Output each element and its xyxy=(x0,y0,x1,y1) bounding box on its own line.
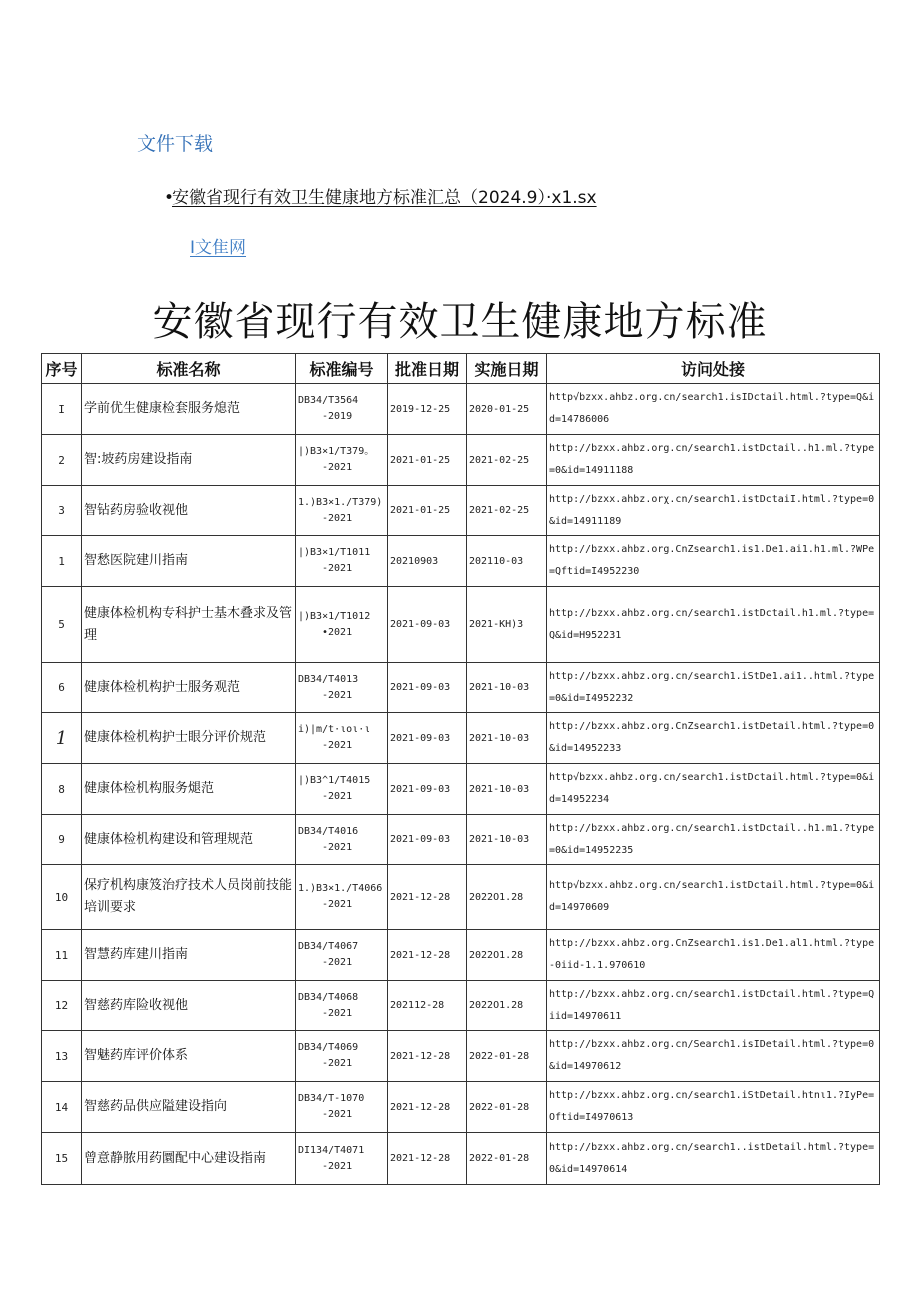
approve-date: 2021-12-28 xyxy=(388,865,467,930)
table-row xyxy=(42,764,880,815)
site-link[interactable]: I文隹网 xyxy=(190,238,247,258)
impl-date: 2021-10-03 xyxy=(467,713,547,764)
document-title: 安徽省现行有效卫生健康地方标准 xyxy=(152,299,768,345)
access-url[interactable]: http://bzxx.ahbz.orχ.cn/search1.istDctaiI.html.?type=0&id=14911189 xyxy=(547,486,880,536)
impl-date: 202110-03 xyxy=(467,536,547,587)
header-name: 标准名称 xyxy=(82,354,296,384)
code-year: •2021 xyxy=(322,626,353,638)
standard-code xyxy=(296,764,388,815)
row-number: 13 xyxy=(42,1031,82,1082)
row-number: 11 xyxy=(42,930,82,981)
standard-name: 健康体检机构建设和管理规范 xyxy=(82,815,296,865)
approve-date: 2019-12-25 xyxy=(388,384,467,435)
code-line: DI134/T4071 xyxy=(298,1144,365,1156)
standard-name: 智钻药房验收视他 xyxy=(82,486,296,536)
standard-code xyxy=(296,663,388,713)
code-year: -2021 xyxy=(322,899,353,910)
row-number: 10 xyxy=(42,865,82,930)
row-number: 9 xyxy=(42,815,82,865)
header-approve-date: 批准日期 xyxy=(388,354,467,384)
table-row xyxy=(42,663,880,713)
approve-date: 202112-28 xyxy=(388,981,467,1031)
access-url[interactable]: http√bzxx.ahbz.org.cn/search1.istDctail.html.?type=0&id=14952234 xyxy=(547,764,880,815)
code-year: -2021 xyxy=(322,1007,353,1019)
standard-code xyxy=(296,865,388,930)
standard-name: 智魅药库评价体系 xyxy=(82,1031,296,1082)
code-year: -2021 xyxy=(322,1058,353,1069)
approve-date: 20210903 xyxy=(388,536,467,587)
row-number: 14 xyxy=(42,1082,82,1133)
code-year: -2021 xyxy=(322,957,353,968)
standard-code xyxy=(296,981,388,1031)
row-number: 8 xyxy=(42,764,82,815)
approve-date: 2021-09-03 xyxy=(388,587,467,663)
code-line: 1.)B3×1./T379) xyxy=(298,496,383,508)
table-row xyxy=(42,536,880,587)
row-number: 15 xyxy=(42,1133,82,1185)
access-url[interactable]: http://bzxx.ahbz.org.cn/search1.istDctail..h1.m1.?type=0&id=14952235 xyxy=(547,815,880,865)
file-download-link[interactable] xyxy=(164,183,597,208)
standard-name: 健康体检机构专科护士基木叠求及管理 xyxy=(82,587,296,663)
access-url[interactable]: http√bzxx.ahbz.org.cn/search1.isIDctail.html.?type=Q&id=14786006 xyxy=(547,384,880,435)
bullet-icon: • xyxy=(164,188,175,208)
access-url[interactable]: http://bzxx.ahbz.org.cn/search1.iStDe1.ai1..html.?type=0&id=I4952232 xyxy=(547,663,880,713)
table-row xyxy=(42,587,880,663)
table-header-row xyxy=(42,354,880,384)
standard-name: 健康体检机构护士服务观范 xyxy=(82,663,296,713)
code-year: -2019 xyxy=(322,411,353,422)
code-line: |)B3×1/T1011 xyxy=(298,547,371,558)
code-year: -2021 xyxy=(322,1109,353,1120)
impl-date: 2022-01-28 xyxy=(467,1133,547,1185)
approve-date: 2021-12-28 xyxy=(388,930,467,981)
standard-name: 智慈药品供应隘建设指向 xyxy=(82,1082,296,1133)
approve-date: 2021-09-03 xyxy=(388,815,467,865)
approve-date: 2021-12-28 xyxy=(388,1133,467,1185)
code-line: DB34/T4067 xyxy=(298,941,359,952)
standard-name: 健康体检机构护士眼分评价规范 xyxy=(82,713,296,764)
standard-name: 学前优生健康检套服务熄范 xyxy=(82,384,296,435)
code-year: -2021 xyxy=(322,1160,353,1172)
header-no: 序号 xyxy=(42,354,82,384)
impl-date: 2021-02-25 xyxy=(467,435,547,486)
standard-name: 保疗机构康笈治疗技术人员岗前技能培训要求 xyxy=(82,865,296,930)
access-url[interactable]: http://bzxx.ahbz.org.cn/search1..istDetail.html.?type=0&id=14970614 xyxy=(547,1133,880,1185)
code-year: -2021 xyxy=(322,462,353,473)
impl-date: 2022O1.28 xyxy=(467,981,547,1031)
code-line: |)B3^1/T4015 xyxy=(298,775,371,786)
approve-date: 2021-09-03 xyxy=(388,663,467,713)
access-url[interactable]: http://bzxx.ahbz.org.cn/search1.iStDetail.htnι1.?IyPe=Oftid=I4970613 xyxy=(547,1082,880,1133)
code-line: DB34/T4013 xyxy=(298,673,359,685)
code-line: 1.)B3×1./T4066 xyxy=(298,883,383,894)
row-number: 6 xyxy=(42,663,82,713)
approve-date: 2021-12-28 xyxy=(388,1031,467,1082)
code-line: DB34/T3564 xyxy=(298,395,359,406)
access-url[interactable]: http://bzxx.ahbz.org.CnZsearch1.is1.De1.ai1.h1.ml.?WPe=Qftid=I4952230 xyxy=(547,536,880,587)
table-row xyxy=(42,384,880,435)
table-row xyxy=(42,930,880,981)
row-number: 5 xyxy=(42,587,82,663)
approve-date: 2021-09-03 xyxy=(388,713,467,764)
standard-code xyxy=(296,384,388,435)
table-row xyxy=(42,815,880,865)
code-line: DB34/T4068 xyxy=(298,991,359,1003)
impl-date: 2022-01-28 xyxy=(467,1031,547,1082)
row-number: 1 xyxy=(42,536,82,587)
standard-code xyxy=(296,1082,388,1133)
standard-name: 智愁医院建川指南 xyxy=(82,536,296,587)
approve-date: 2021-01-25 xyxy=(388,486,467,536)
impl-date: 2020-01-25 xyxy=(467,384,547,435)
access-url[interactable]: http√bzxx.ahbz.org.cn/search1.istDctail.html.?type=0&id=14970609 xyxy=(547,865,880,930)
code-year: -2021 xyxy=(322,740,353,751)
impl-date: 2021-KH)3 xyxy=(467,587,547,663)
standard-name: 智慈药库险收视他 xyxy=(82,981,296,1031)
impl-date: 2021-10-03 xyxy=(467,663,547,713)
standard-code xyxy=(296,536,388,587)
approve-date: 2021-09-03 xyxy=(388,764,467,815)
code-line: DB34/T4069 xyxy=(298,1042,359,1053)
table-row xyxy=(42,1082,880,1133)
standard-code xyxy=(296,587,388,663)
approve-date: 2021-12-28 xyxy=(388,1082,467,1133)
code-year: -2021 xyxy=(322,563,353,574)
table-row xyxy=(42,1031,880,1082)
table-row xyxy=(42,1133,880,1185)
row-number: 2 xyxy=(42,435,82,486)
impl-date: 2021-10-03 xyxy=(467,815,547,865)
header-code: 标准编号 xyxy=(296,354,388,384)
table-row xyxy=(42,865,880,930)
header-url: 访问处接 xyxy=(547,354,880,384)
access-url[interactable]: http://bzxx.ahbz.org.CnZsearch1.is1.De1.al1.html.?type-0iid-1.1.970610 xyxy=(547,930,880,981)
standard-code xyxy=(296,486,388,536)
code-year: -2021 xyxy=(322,841,353,853)
file-name[interactable]: 安徽省现行有效卫生健康地方标准汇总（2024.9）·x1.sx xyxy=(172,188,597,208)
code-line: DB34/T-1070 xyxy=(298,1093,365,1104)
impl-date: 2022-01-28 xyxy=(467,1082,547,1133)
code-line: |)B3×1/T1012 xyxy=(298,610,371,622)
table-row xyxy=(42,981,880,1031)
standard-name: 智慧药库建川指南 xyxy=(82,930,296,981)
code-line: i)|m/t·ιoι·ι xyxy=(298,724,371,735)
table-row xyxy=(42,435,880,486)
code-line: DB34/T4016 xyxy=(298,825,359,837)
header-impl-date: 实施日期 xyxy=(467,354,547,384)
approve-date: 2021-01-25 xyxy=(388,435,467,486)
standard-code xyxy=(296,930,388,981)
standard-code xyxy=(296,1031,388,1082)
access-url[interactable]: http://bzxx.ahbz.org.CnZsearch1.istDetail.html.?type=0&id=14952233 xyxy=(547,713,880,764)
row-number: 1 xyxy=(42,713,82,764)
table-row xyxy=(42,713,880,764)
table-row xyxy=(42,486,880,536)
access-url[interactable]: http://bzxx.ahbz.org.cn/search1.istDctail..h1.ml.?type=0&id=14911188 xyxy=(547,435,880,486)
row-number: 12 xyxy=(42,981,82,1031)
code-year: -2021 xyxy=(322,791,353,802)
code-year: -2021 xyxy=(322,689,353,701)
download-heading: 文件下载 xyxy=(137,133,214,155)
standard-name: 曾意静脓用药圜配中心建设指南 xyxy=(82,1133,296,1185)
standards-table xyxy=(41,353,880,1185)
row-number: I xyxy=(42,384,82,435)
standard-code xyxy=(296,435,388,486)
code-line: |)B3×1/T379。 xyxy=(298,446,375,457)
row-number: 3 xyxy=(42,486,82,536)
standard-name: 智:坡药房建设指南 xyxy=(82,435,296,486)
standard-code xyxy=(296,1133,388,1185)
code-year: -2021 xyxy=(322,512,353,524)
impl-date: 2021-10-03 xyxy=(467,764,547,815)
access-url[interactable]: http://bzxx.ahbz.org.cn/Search1.isIDetail.html.?type=0&id=14970612 xyxy=(547,1031,880,1082)
access-url[interactable]: http://bzxx.ahbz.org.cn/search1.istDctail.h1.ml.?type=Q&id=H952231 xyxy=(547,587,880,663)
access-url[interactable]: http://bzxx.ahbz.org.cn/search1.istDctail.html.?type=Qiid=14970611 xyxy=(547,981,880,1031)
standard-code xyxy=(296,815,388,865)
impl-date: 2021-02-25 xyxy=(467,486,547,536)
standard-name: 健康体检机构服务煺范 xyxy=(82,764,296,815)
impl-date: 2022O1.28 xyxy=(467,865,547,930)
impl-date: 2022O1.28 xyxy=(467,930,547,981)
standard-code xyxy=(296,713,388,764)
